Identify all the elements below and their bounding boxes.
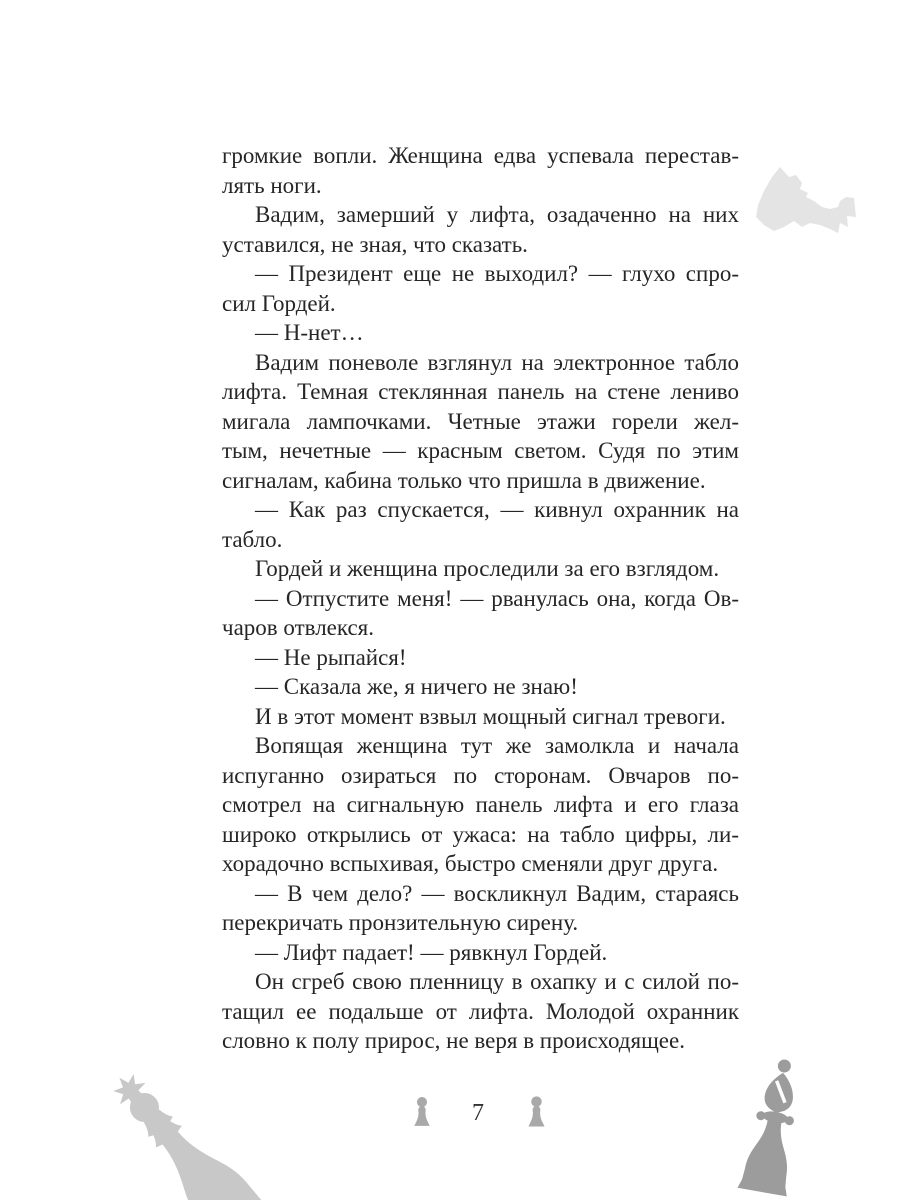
paragraph bbox=[222, 731, 739, 879]
text-line: мигала лампочками. Четные этажи горели жел- bbox=[222, 408, 739, 434]
text-line: Вадим поневоле взглянул на электронное табло bbox=[255, 349, 739, 375]
text-line: тым, нечетные — красным светом. Судя по этим bbox=[222, 438, 739, 463]
text-line: испуганно озираться по сторонам. Овчаров по- bbox=[222, 762, 739, 788]
chess-queen-silhouette-icon bbox=[88, 1050, 270, 1200]
text-line: широко открылись от ужаса: на табло цифры, ли- bbox=[222, 821, 739, 847]
text-line: уставился, не зная, что сказать. bbox=[222, 231, 528, 257]
text-line: — Отпустите меня! — рванулась она, когда Ов- bbox=[255, 585, 739, 611]
text-line: — Сказала же, я ничего не знаю! bbox=[255, 674, 578, 699]
text-line: Он сгреб свою пленницу в охапку и с силой по- bbox=[255, 969, 739, 994]
text-line: — Лифт падает! — рявкнул Гордей. bbox=[255, 939, 608, 965]
page-number: 7 bbox=[472, 1100, 484, 1126]
text-line: — Не рыпайся! bbox=[255, 644, 407, 670]
text-line: — Как раз спускается, — кивнул охранник на bbox=[255, 497, 739, 522]
text-line: сил Гордей. bbox=[222, 290, 336, 316]
text-line: хорадочно вспыхивая, быстро сменяли друг друга. bbox=[222, 851, 719, 876]
paragraph bbox=[222, 318, 739, 348]
text-line: тащил ее подальше от лифта. Молодой охранник bbox=[222, 998, 739, 1024]
text-line: И в этот момент взвыл мощный сигнал тревоги. bbox=[255, 703, 726, 729]
text-line: табло. bbox=[222, 526, 283, 552]
text-line: лять ноги. bbox=[222, 172, 322, 198]
paragraph bbox=[222, 348, 739, 496]
paragraph bbox=[222, 967, 739, 1056]
text-line: — Президент еще не выходил? — глухо спро- bbox=[255, 261, 739, 286]
paragraph bbox=[222, 495, 739, 554]
page-text bbox=[222, 141, 739, 1056]
text-line: — В чем дело? — воскликнул Вадим, стараясь bbox=[255, 880, 739, 906]
paragraph bbox=[222, 643, 739, 673]
text-line: — Н-нет… bbox=[255, 320, 364, 345]
paragraph bbox=[222, 938, 739, 968]
text-line: чаров отвлекся. bbox=[222, 615, 375, 640]
chess-bishop-silhouette-icon bbox=[731, 1053, 816, 1200]
paragraph bbox=[222, 200, 739, 259]
paragraph bbox=[222, 672, 739, 702]
paragraph bbox=[222, 259, 739, 318]
pawn-left-icon bbox=[413, 1096, 431, 1127]
chess-piece-fragment-icon bbox=[750, 161, 862, 261]
text-line: громкие вопли. Женщина едва успевала перестав- bbox=[222, 143, 739, 168]
text-line: Вопящая женщина тут же замолкла и начала bbox=[255, 733, 739, 758]
paragraph bbox=[222, 702, 739, 732]
text-line: Гордей и женщина проследили за его взглядом. bbox=[255, 556, 720, 581]
paragraph bbox=[222, 584, 739, 643]
text-line: Вадим, замерший у лифта, озадаченно на них bbox=[255, 202, 739, 227]
text-line: сигналам, кабина только что пришла в движение. bbox=[222, 467, 706, 493]
pawn-right-icon bbox=[527, 1096, 546, 1127]
text-line: лифта. Темная стеклянная панель на стене лениво bbox=[222, 379, 739, 404]
text-line: словно к полу прирос, не веря в происходящее. bbox=[222, 1028, 685, 1053]
paragraph bbox=[222, 554, 739, 584]
text-line: смотрел на сигнальную панель лифта и его глаза bbox=[222, 792, 739, 817]
paragraph bbox=[222, 879, 739, 938]
text-line: перекричать пронзительную сирену. bbox=[222, 910, 579, 935]
paragraph bbox=[222, 141, 739, 200]
